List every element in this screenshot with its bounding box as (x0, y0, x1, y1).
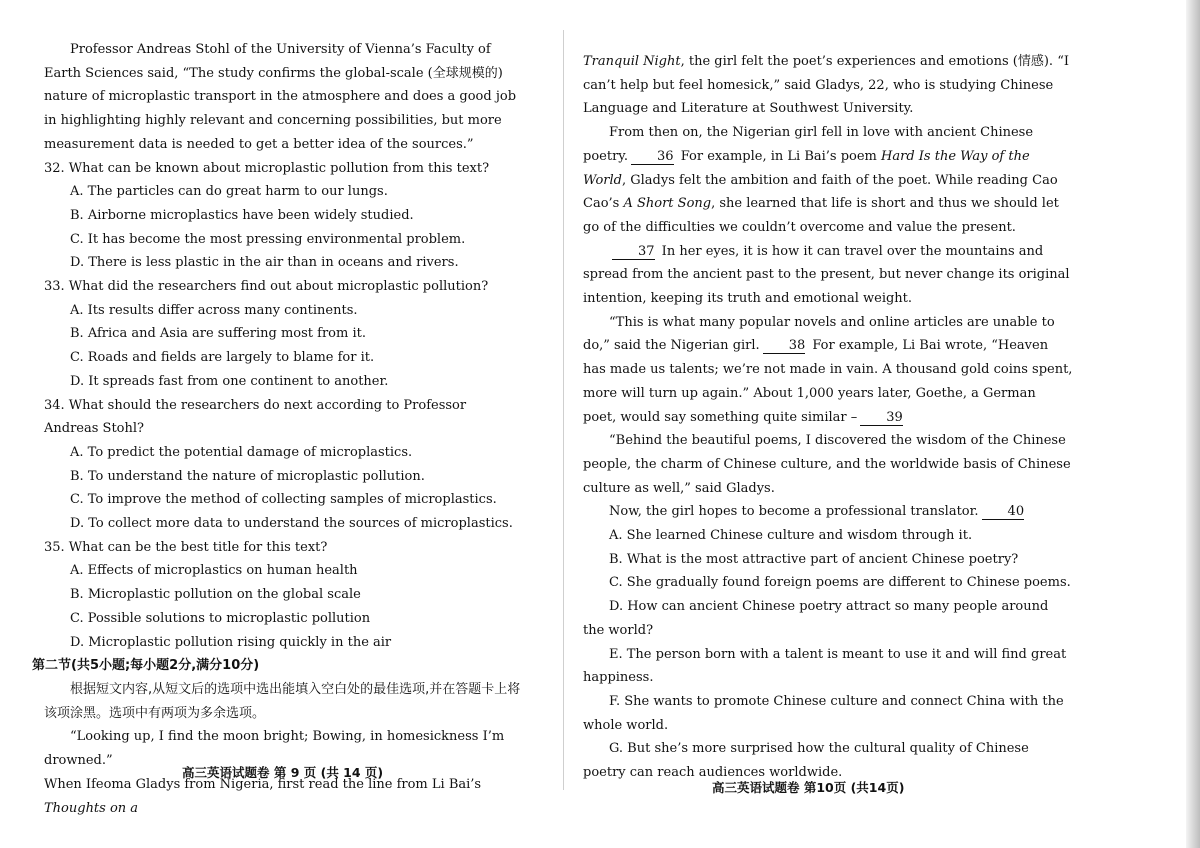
question-option: B. Airborne microplastics have been widely studied. (70, 207, 414, 223)
passage-paragraph-4: “This is what many popular novels and online articles are unable to do,” said the Nigerian girl. 38 For example, Li Bai wrote, “Heaven has made us talents; we’re not made in vain. A thousand gold coins spent, more will turn up again.” About 1,000 years later, Goethe, a German poet, would say something quite similar – 39 (583, 314, 1073, 425)
page-10-text-column (583, 50, 1073, 785)
question-list (44, 157, 524, 655)
question-option: C. It has become the most pressing environmental problem. (70, 231, 466, 247)
stohl-quote-paragraph: Professor Andreas Stohl of the University of Vienna’s Faculty of Earth Sciences said, “The study confirms the global-scale (全球规模的) nature of microplastic transport in the atmosphere and does a good job in highlighting highly relevant and concerning possibilities, but more measurement data is needed to get a better idea of the sources.” (44, 42, 517, 152)
question-option: A. Effects of microplastics on human health (70, 563, 358, 579)
question-stem: 34. What should the researchers do next according to Professor Andreas Stohl? (44, 397, 467, 437)
answer-option: F. She wants to promote Chinese culture and connect China with the whole world. (583, 693, 1064, 733)
page-10 (575, 0, 1200, 848)
question-option: B. Africa and Asia are suffering most from it. (70, 326, 366, 342)
answer-option: C. She gradually found foreign poems are different to Chinese poems. (609, 575, 1071, 591)
poem-quote-line: “Looking up, I find the moon bright; Bowing, in homesickness I’m drowned.” (44, 729, 505, 769)
question-option: C. To improve the method of collecting samples of microplastics. (70, 492, 497, 508)
question-option: B. To understand the nature of microplastic pollution. (70, 468, 425, 484)
question-option: D. There is less plastic in the air than in oceans and rivers. (70, 255, 459, 271)
question-option: D. To collect more data to understand the sources of microplastics. (70, 516, 513, 532)
page-9 (0, 0, 560, 848)
page-divider (563, 30, 564, 790)
question-option: A. Its results differ across many continents. (70, 302, 358, 318)
blank-38: 38 (763, 338, 806, 354)
passage-paragraph-6: Now, the girl hopes to become a professional translator. 40 (609, 504, 1025, 520)
passage-paragraph-5: “Behind the beautiful poems, I discovered the wisdom of the Chinese people, the charm of Chinese culture, and the worldwide basis of Chinese culture as well,” said Gladys. (583, 433, 1071, 496)
blank-39: 39 (860, 410, 903, 426)
question-option: C. Roads and fields are largely to blame for it. (70, 350, 375, 366)
blank-37: 37 (612, 244, 655, 260)
answer-option: G. But she’s more surprised how the cultural quality of Chinese poetry can reach audiences worldwide. (583, 741, 1029, 781)
question-option: D. Microplastic pollution rising quickly in the air (70, 634, 392, 650)
answer-option-list (583, 524, 1073, 785)
question-option: C. Possible solutions to microplastic pollution (70, 610, 371, 626)
passage-paragraph-2: From then on, the Nigerian girl fell in love with ancient Chinese poetry. 36 For example, in Li Bai’s poem Hard Is the Way of the World, Gladys felt the ambition and faith of the poet. While reading Cao Cao’s A Short Song, she learned that life is short and thus we should let go of the difficulties we couldn’t overcome and value the present. (583, 125, 1059, 235)
question-stem: 32. What can be known about microplastic pollution from this text? (44, 160, 490, 176)
question-stem: 35. What can be the best title for this text? (44, 539, 328, 555)
blank-40: 40 (982, 504, 1025, 520)
answer-option: A. She learned Chinese culture and wisdom through it. (609, 528, 973, 544)
question-option: A. To predict the potential damage of microplastics. (70, 444, 413, 460)
section-2-instructions: 根据短文内容,从短文后的选项中选出能填入空白处的最佳选项,并在答题卡上将该项涂黑。选项中有两项为多余选项。 (44, 681, 521, 721)
section-2-title: 第二节(共5小题;每小题2分,满分10分) (32, 658, 260, 674)
page-9-footer: 高三英语试题卷 第 9 页 (共 14 页) (182, 765, 384, 780)
answer-option: B. What is the most attractive part of ancient Chinese poetry? (609, 551, 1019, 567)
question-option: A. The particles can do great harm to our lungs. (70, 184, 388, 200)
answer-option: D. How can ancient Chinese poetry attract so many people around the world? (583, 599, 1049, 638)
blank-36: 36 (631, 149, 674, 165)
answer-option: E. The person born with a talent is meant to use it and will find great happiness. (583, 646, 1067, 686)
question-option: B. Microplastic pollution on the global scale (70, 587, 361, 603)
page-9-text-column (32, 38, 524, 820)
passage-opening-line: When Ifeoma Gladys from Nigeria, first read the line from Li Bai’s Thoughts on a (44, 776, 482, 816)
passage-paragraph-3: 37 In her eyes, it is how it can travel over the mountains and spread from the ancient past to the present, but never change its original intention, keeping its truth and emotional weight. (583, 243, 1070, 307)
question-stem: 33. What did the researchers find out about microplastic pollution? (44, 279, 489, 295)
passage-paragraph-1: Tranquil Night, the girl felt the poet’s experiences and emotions (情感). “I can’t help but feel homesick,” said Gladys, 22, who is studying Chinese Language and Literature at Southwest University. (583, 54, 1069, 117)
page-10-footer: 高三英语试题卷 第10页 (共14页) (712, 780, 905, 795)
question-option: D. It spreads fast from one continent to another. (70, 373, 389, 389)
